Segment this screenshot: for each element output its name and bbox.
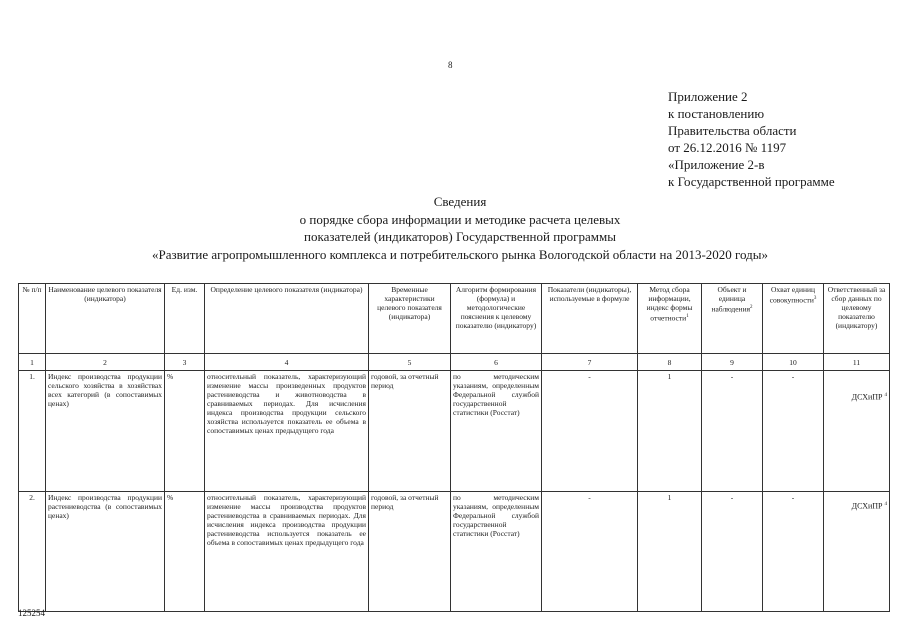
indicators-table [18, 283, 890, 612]
unit-cell: % [165, 371, 205, 492]
coverage-cell: - [763, 371, 824, 492]
time-cell: годовой, за отчетный период [369, 371, 451, 492]
indicator-name: Индекс производства продукции растениеводства (в сопоставимых ценах) [46, 492, 165, 612]
responsible-cell [824, 371, 890, 492]
object-cell: - [702, 492, 763, 612]
header-object-text: Объект и единица наблюдения [711, 285, 751, 314]
row-number: 1. [19, 371, 46, 492]
time-cell: годовой, за отчетный период [369, 492, 451, 612]
algorithm-cell: по методическим указаниям, определенным Федеральной службой государственной статистики (Росстат) [451, 371, 542, 492]
appendix-line: к Государственной программе [668, 174, 835, 189]
column-number: 8 [638, 354, 702, 371]
appendix-block [668, 88, 835, 190]
appendix-line: Правительства области [668, 123, 797, 138]
appendix-line: Приложение 2 [668, 89, 748, 104]
indicators-cell: - [542, 371, 638, 492]
unit-cell: % [165, 492, 205, 612]
column-number: 3 [165, 354, 205, 371]
appendix-line: от 26.12.2016 № 1197 [668, 140, 787, 155]
header-cell-method [638, 284, 702, 354]
table-header-row [19, 284, 890, 354]
column-number: 7 [542, 354, 638, 371]
footer-code: 125254 [18, 608, 45, 618]
header-coverage-text: Охват единиц совокупности [769, 285, 815, 305]
appendix-line: «Приложение 2-в [668, 157, 765, 172]
responsible-text: ДСХиПР [851, 392, 883, 402]
definition-cell: относительный показатель, характеризующий изменение массы производства продуктов растениеводства в сравниваемых периодах. Для исчисления индекса производства продукции растениеводства используется показатель ее объема в сопоставимых ценах предыдущего года [205, 492, 369, 612]
coverage-cell: - [763, 492, 824, 612]
header-cell-unit: Ед. изм. [165, 284, 205, 354]
column-numbers-row [19, 354, 890, 371]
header-cell-responsible: Ответственный за сбор данных по целевому показателю (индикатору) [824, 284, 890, 354]
column-number: 6 [451, 354, 542, 371]
header-cell-object [702, 284, 763, 354]
column-number: 9 [702, 354, 763, 371]
footnote-mark: 3 [813, 296, 817, 301]
footnote-mark: 4 [884, 502, 887, 507]
header-cell-time: Временные характеристики целевого показателя (индикатора) [369, 284, 451, 354]
table-row [19, 371, 890, 492]
header-cell-indicators: Показатели (индикаторы), используемые в формуле [542, 284, 638, 354]
footnote-mark: 4 [884, 393, 887, 398]
column-number: 11 [824, 354, 890, 371]
header-method-text: Метод сбора информации, индекс формы отчетности [646, 285, 693, 323]
responsible-cell [824, 492, 890, 612]
indicators-cell: - [542, 492, 638, 612]
title-line: показателей (индикаторов) Государственной программы [304, 229, 616, 244]
title-line: «Развитие агропромышленного комплекса и потребительского рынка Вологодской области на 2013-2020 годы» [151, 246, 769, 262]
appendix-line: к постановлению [668, 106, 765, 121]
footnote-mark: 1 [686, 314, 689, 319]
column-number: 5 [369, 354, 451, 371]
header-cell-algorithm: Алгоритм формирования (формула) и методологические пояснения к целевому показателю (индикатору) [451, 284, 542, 354]
footnote-mark: 2 [750, 305, 753, 310]
responsible-text: ДСХиПР [851, 501, 883, 511]
header-cell-num: № п/п [19, 284, 46, 354]
definition-cell: относительный показатель, характеризующий изменение массы произведенных продуктов растениеводства и животноводства в сравниваемых периодах. Для исчисления индекса производства продукции сельского хозяйства используется показатель ее объема в сопоставимых ценах предыдущего года [205, 371, 369, 492]
row-number: 2. [19, 492, 46, 612]
column-number: 2 [46, 354, 165, 371]
title-line: Сведения [433, 194, 487, 209]
header-cell-coverage [763, 284, 824, 354]
page-number: 8 [448, 60, 453, 70]
column-number: 4 [205, 354, 369, 371]
header-cell-name: Наименование целевого показателя (индикатора) [46, 284, 165, 354]
indicator-name: Индекс производства продукции сельского хозяйства в хозяйствах всех категорий (в сопоставимых ценах) [46, 371, 165, 492]
document-title [80, 193, 840, 263]
object-cell: - [702, 371, 763, 492]
algorithm-cell: по методическим указаниям, определенным Федеральной службой государственной статистики (Росстат) [451, 492, 542, 612]
method-cell: 1 [638, 371, 702, 492]
column-number: 1 [19, 354, 46, 371]
method-cell: 1 [638, 492, 702, 612]
header-cell-definition: Определение целевого показателя (индикатора) [205, 284, 369, 354]
table-row [19, 492, 890, 612]
column-number: 10 [763, 354, 824, 371]
title-line: о порядке сбора информации и методике расчета целевых [299, 211, 621, 227]
